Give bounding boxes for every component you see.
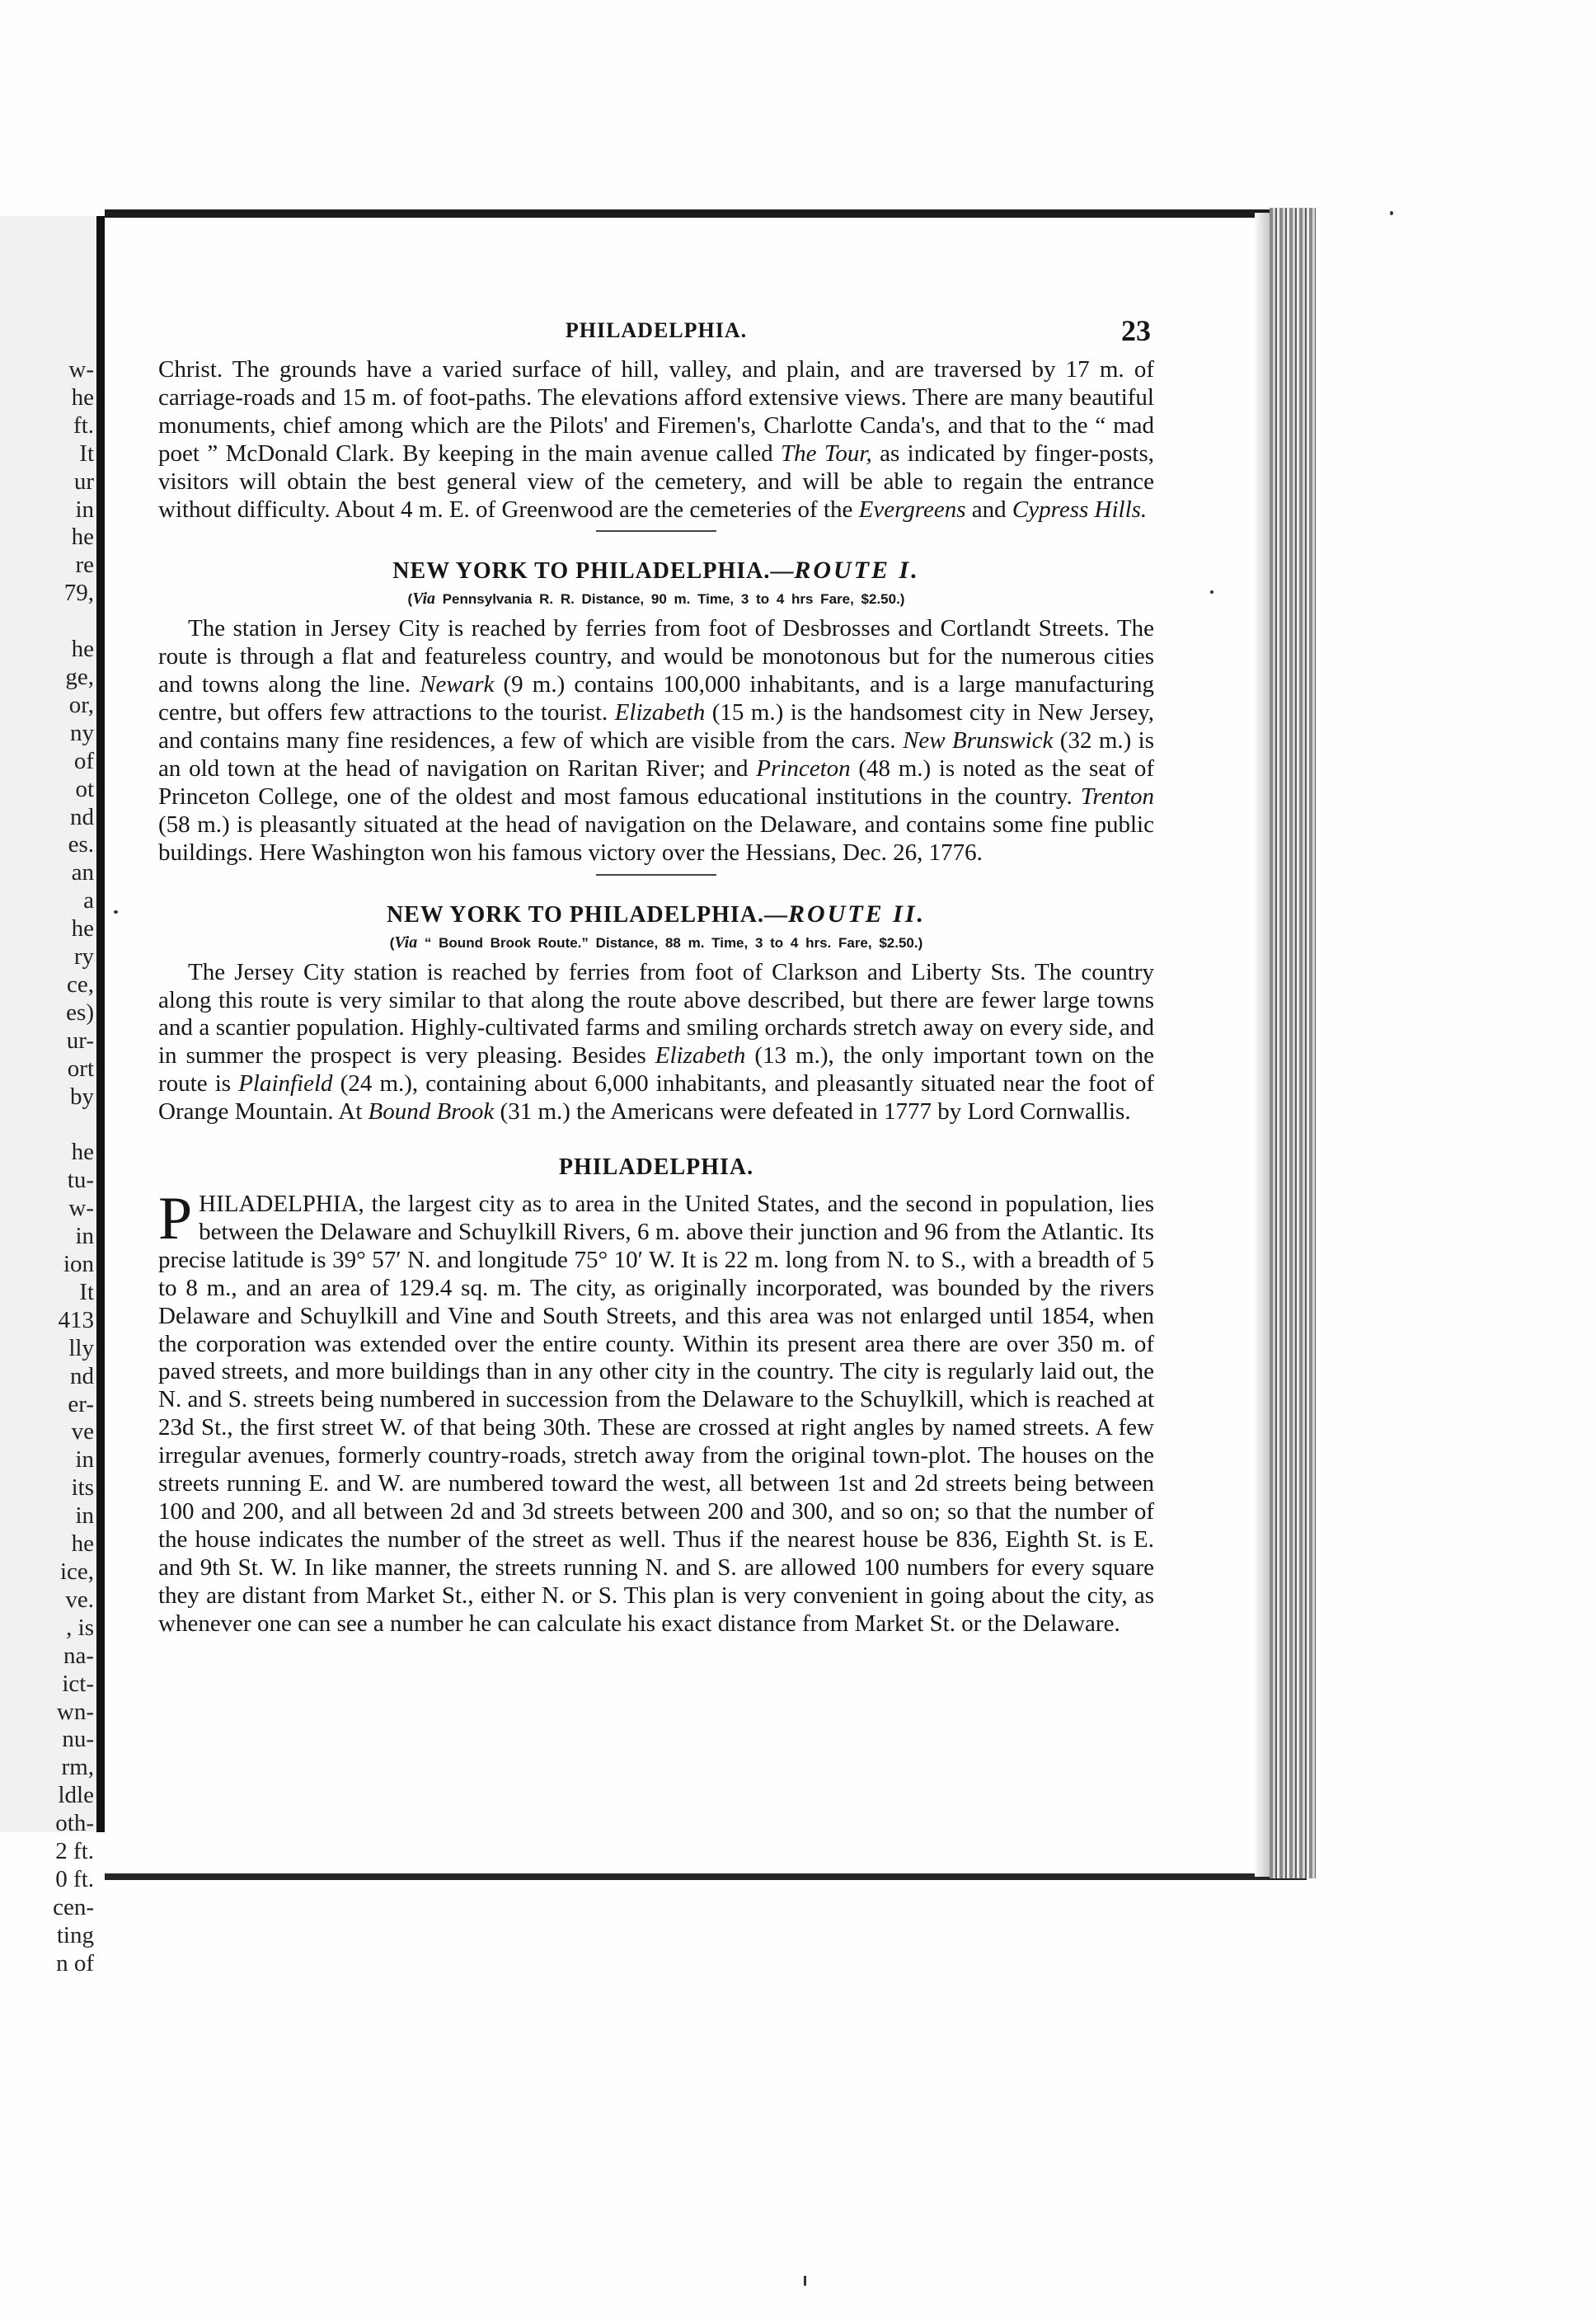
via-label: Via <box>412 590 435 609</box>
section-rule <box>596 530 716 532</box>
book-spine <box>96 216 105 1832</box>
facing-page-fragment: wn- <box>56 1698 94 1725</box>
route-1-heading <box>158 557 1154 585</box>
facing-page-fragment: , is <box>66 1614 94 1641</box>
facing-page-fragment: ur- <box>66 1027 94 1054</box>
facing-page-fragment: nd <box>70 1362 94 1389</box>
place-name: Plainfield <box>238 1070 333 1098</box>
facing-page-fragment: ict- <box>62 1670 94 1697</box>
place-name: Trenton <box>1080 783 1154 810</box>
facing-page-fragment: nu- <box>62 1726 94 1753</box>
page-bottom-edge <box>105 1873 1307 1880</box>
place-name: Princeton <box>756 754 851 782</box>
place-name: New Brunswick <box>903 727 1054 754</box>
facing-page-fragment: ge, <box>65 663 94 690</box>
scan-speck <box>114 910 118 914</box>
facing-page-fragment <box>5 608 94 636</box>
route-1-paragraph <box>158 615 1154 867</box>
facing-page-fragment: ur <box>73 468 94 495</box>
place-name: Elizabeth <box>614 699 706 726</box>
facing-page-fragment: ve. <box>65 1586 94 1613</box>
running-head <box>158 313 1154 356</box>
route-2-details <box>158 933 1154 952</box>
facing-page-fragment: in <box>75 496 94 523</box>
facing-page-fragment: er- <box>68 1390 94 1417</box>
facing-page-fragment: ting <box>56 1921 94 1948</box>
facing-page-fragment: rm, <box>61 1754 94 1781</box>
text-run: (31 m.) the Americans were defeated in 1777 by Lord Cornwallis. <box>494 1098 1131 1126</box>
facing-page-fragment: he <box>71 915 94 942</box>
facing-page-fragment: ce, <box>67 971 94 998</box>
facing-page-fragment: ldle <box>58 1782 94 1809</box>
page-number: 23 <box>1121 314 1151 347</box>
running-title: PHILADELPHIA. <box>565 318 748 342</box>
route-details-text: Pennsylvania R. R. Distance, 90 m. Time, 3 to 4 hrs Fare, $2.50.) <box>435 591 905 608</box>
facing-page-fragment: 2 ft. <box>55 1838 94 1865</box>
facing-page-text-fragments <box>5 356 94 1978</box>
text-run: (32 m.) is an old town at the head of navigation on Raritan River; and <box>158 727 1154 782</box>
route-2-paragraph <box>158 959 1154 1126</box>
facing-page-fragment: ve <box>71 1418 94 1445</box>
facing-page-fragment: of <box>73 747 94 774</box>
italic-term: Cypress Hills. <box>1012 496 1148 523</box>
route-heading-text: NEW YORK TO PHILADELPHIA.— <box>386 901 788 928</box>
facing-page-fragment: oth- <box>55 1810 94 1837</box>
paren: ( <box>389 934 395 951</box>
text-run: The Jersey City station is reached by ferries from foot of Clarkson and Liberty Sts. The country along this route is very similar to that along the route above described, but there are fewer large towns and a scantier population. Highly-cultivated farms and smiling orchards stretch away on every side, and in summer the prospect is very pleasing. Besides <box>158 958 1154 1069</box>
facing-page-edge <box>0 216 99 1977</box>
facing-page-fragment: It <box>79 1278 94 1305</box>
intro-paragraph <box>158 356 1154 524</box>
text-run: Christ. The grounds have a varied surface of hill, valley, and plain, and are traversed by 17 m. of carriage-roads and 15 m. of foot-paths. The elevations afford extensive views. There are many beautiful monuments, chief among which are the Pilots' and Firemen's, Charlotte Canda's, and that to the “ mad poet ” McDonald Clark. By keeping in the main avenue called <box>158 356 1154 467</box>
facing-page-fragment: he <box>71 1530 94 1558</box>
facing-page-fragment: re <box>75 552 94 579</box>
text-run: (24 m.), containing about 6,000 inhabitants, and pleasantly situated near the foot of Orange Mountain. At <box>158 1070 1154 1126</box>
facing-page-fragment: he <box>71 1139 94 1166</box>
facing-page-fragment: n of <box>56 1949 94 1977</box>
route-2-heading <box>158 900 1154 928</box>
facing-page-fragment: tu- <box>67 1167 94 1194</box>
page-top-edge <box>105 209 1292 218</box>
facing-page-fragment: ort <box>67 1055 94 1082</box>
scan-speck <box>1210 590 1213 594</box>
facing-page-fragment: lly <box>68 1334 94 1361</box>
facing-page-fragment: in <box>75 1223 94 1250</box>
facing-page-fragment: cen- <box>53 1893 94 1920</box>
facing-page-fragment: nd <box>70 803 94 830</box>
drop-cap: P <box>158 1185 193 1253</box>
text-run: and <box>965 496 1012 523</box>
facing-page-fragment: ry <box>73 943 94 971</box>
text-run: HILADELPHIA, the largest city as to area in the United States, and the second in population, lies between the Delaware and Schuylkill Rivers, 6 m. above their junction and 96 from the Atlantic. Its precise latitude is 39° 57′ N. and longitude 75° 10′ W. It is 22 m. long from N. to S., with a breadth of 5 to 8 m., and an area of 129.4 sq. m. The city, as originally incorporated, was bounded by the rivers Delaware and Schuylkill and Vine and South Streets, and this area was not enlarged until 1854, when the corporation was extended over the entire county. Within its present area there are over 350 m. of paved streets, and more buildings than in any other city in the country. The city is regularly laid out, the N. and S. streets being numbered in succession from the Delaware to the Schuylkill, which is reached at 23d St., the first street W. of that being 30th. These are crossed at right angles by named streets. A few irregular avenues, formerly country-roads, stretch away from the original town-plot. The houses on the streets running E. and W. are numbered toward the west, all between 1st and 2d streets being between 100 and 200, and all between 2d and 3d streets between 200 and 300, and so on; so that the number of the house indicates the number of the street as well. Thus if the nearest house be 836, Eighth St. is E. and 9th St. W. In like manner, the streets running N. and S. are allowed 100 numbers for every square they are distant from Market St., either N. or S. This plan is very convenient in going about the city, as whenever one can see a number he can calculate his exact distance from Market St. or the Delaware. <box>158 1191 1154 1637</box>
route-details-text: “ Bound Brook Route.” Distance, 88 m. Time, 3 to 4 hrs. Fare, $2.50.) <box>417 934 923 951</box>
facing-page-fragment: ft. <box>73 411 94 439</box>
facing-page-fragment: ny <box>70 719 94 746</box>
place-name: Elizabeth <box>655 1042 746 1069</box>
facing-page-fragment: na- <box>63 1642 94 1669</box>
text-run: (48 m.) is noted as the seat of Princeton College, one of the oldest and most famous educational institutions in the country. <box>158 754 1154 810</box>
italic-term: The Tour, <box>781 439 872 467</box>
via-label: Via <box>394 933 418 952</box>
facing-page-fragment: he <box>71 524 94 551</box>
page-content <box>158 313 1154 1638</box>
facing-page-fragment: 79, <box>63 580 94 607</box>
route-label: ROUTE I. <box>794 557 920 585</box>
text-run: (9 m.) contains 100,000 inhabitants, and is a large manufacturing centre, but offers few attractions to the tourist. <box>158 671 1154 726</box>
facing-page-fragment: ion <box>63 1251 94 1277</box>
scan-speck <box>1390 211 1393 215</box>
facing-page-fragment: ot <box>75 775 94 802</box>
place-name: Bound Brook <box>368 1098 495 1126</box>
section-rule <box>596 874 716 876</box>
facing-page-fragment: 0 ft. <box>55 1865 94 1892</box>
facing-page-fragment: It <box>79 439 94 467</box>
facing-page-fragment: an <box>71 859 94 886</box>
facing-page-fragment: its <box>71 1474 94 1502</box>
facing-page-fragment: in <box>75 1502 94 1530</box>
facing-page-fragment: he <box>71 636 94 663</box>
facing-page-fragment: w- <box>68 1195 94 1222</box>
text-run: as indicated by finger-posts, visitors will obtain the best general view of the cemetery, and will be able to regain the entrance without difficulty. About 4 m. E. of Greenwood are the cemeteries of the <box>158 439 1154 523</box>
facing-page-fragment: or, <box>68 691 94 718</box>
text-run: (15 m.) is the handsomest city in New Jersey, and contains many fine residences, a few of which are visible from the cars. <box>158 699 1154 754</box>
philadelphia-paragraph <box>158 1185 1154 1638</box>
facing-page-fragment: a <box>83 887 94 914</box>
facing-page-fragment: by <box>70 1083 94 1110</box>
page-stack-edges <box>1270 208 1316 1878</box>
philadelphia-heading: PHILADELPHIA. <box>558 1154 754 1181</box>
text-run: (58 m.) is pleasantly situated at the head of navigation on the Delaware, and contains some fine public buildings. Here Washington won his famous victory over the Hessians, Dec. 26, 1776. <box>158 811 1154 866</box>
facing-page-fragment <box>5 1111 94 1139</box>
facing-page-fragment: ice, <box>59 1558 94 1585</box>
place-name: Newark <box>420 671 495 698</box>
facing-page-fragment: 413 <box>58 1306 94 1333</box>
facing-page-fragment: w- <box>68 356 94 383</box>
facing-page-fragment: he <box>71 383 94 411</box>
route-label: ROUTE II. <box>788 900 927 928</box>
paren: ( <box>407 591 413 608</box>
facing-page-fragment: es. <box>68 831 94 858</box>
facing-page-fragment: es) <box>66 999 94 1026</box>
route-heading-text: NEW YORK TO PHILADELPHIA.— <box>392 558 795 585</box>
text-run: (13 m.), the only important town on the route is <box>158 1042 1155 1098</box>
italic-term: Evergreens <box>858 496 966 523</box>
route-1-details <box>158 590 1154 609</box>
scan-speck <box>804 2276 806 2286</box>
facing-page-fragment: in <box>75 1446 94 1474</box>
text-run: The station in Jersey City is reached by ferries from foot of Desbrosses and Cortlandt Streets. The route is through a flat and featureless country, and would be monotonous but for the numerous cities and towns along the line. <box>158 615 1154 698</box>
